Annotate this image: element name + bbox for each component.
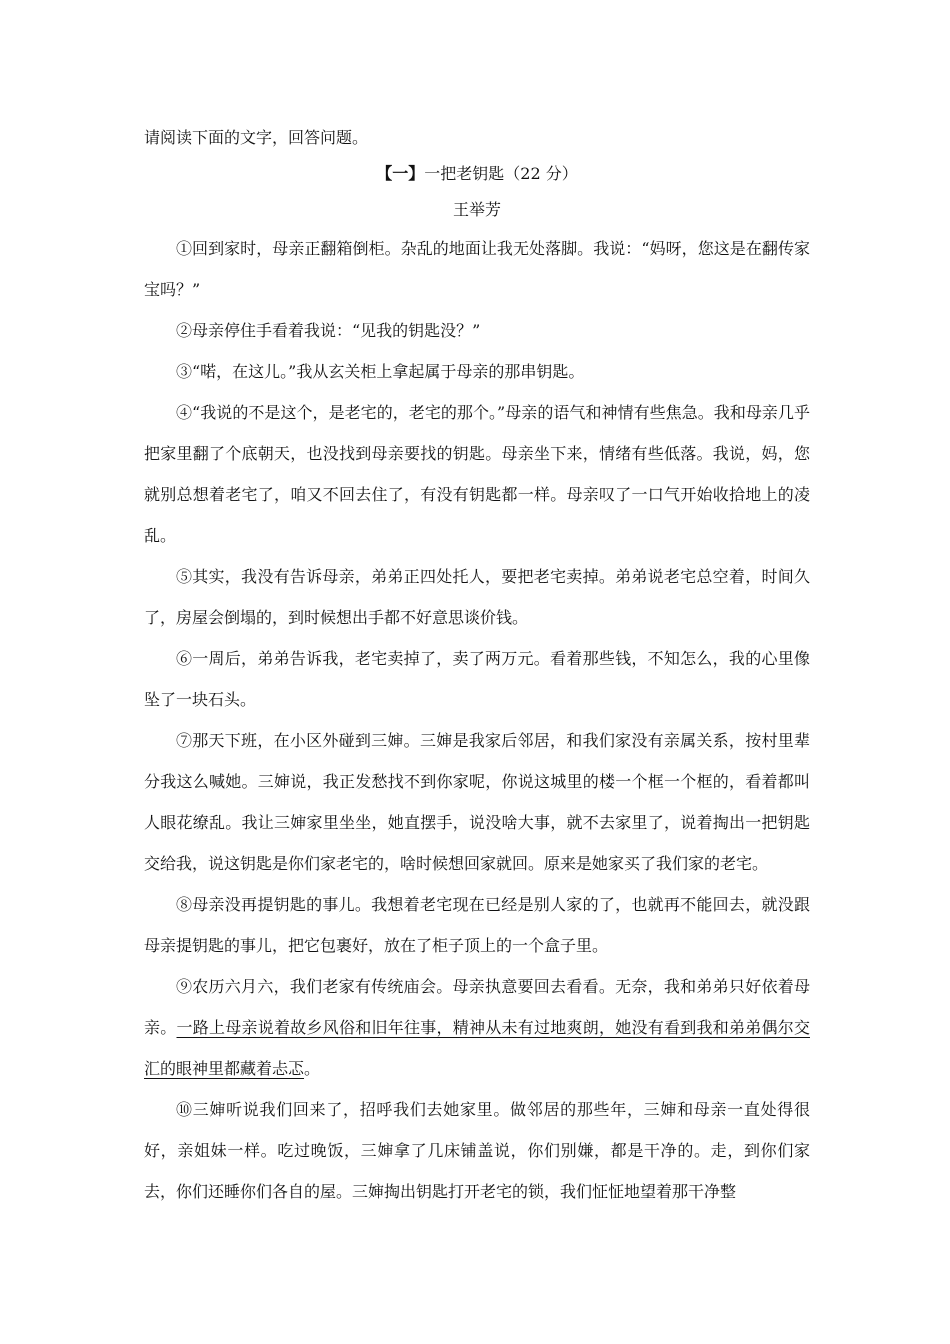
paragraph-3: ③“喏，在这儿。”我从玄关柜上拿起属于母亲的那串钥匙。 [176,362,585,381]
underlined-sentence: 一路上母亲说着故乡风俗和旧年往事，精神从未有过地爽朗，她没有看到我和弟弟偶尔交汇的眼神里都藏着忐忑 [144,1018,810,1078]
title-text: 一把老钥匙（22 分） [424,164,578,183]
paragraph-8: ⑧母亲没再提钥匙的事儿。我想着老宅现在已经是别人家的了，也就再不能回去，就没跟母亲提钥匙的事儿，把它包裹好，放在了柜子顶上的一个盒子里。 [144,895,810,955]
paragraph-5: ⑤其实，我没有告诉母亲，弟弟正四处托人，要把老宅卖掉。弟弟说老宅总空着，时间久了，房屋会倒塌的，到时候想出手都不好意思谈价钱。 [144,567,810,627]
paragraph-9-tail: 。 [304,1059,321,1078]
paragraph-7: ⑦那天下班，在小区外碰到三婶。三婶是我家后邻居，和我们家没有亲属关系，按村里辈分我这么喊她。三婶说，我正发愁找不到你家呢，你说这城里的楼一个框一个框的，看着都叫人眼花缭乱。我让三婶家里坐坐，她直摆手，说没啥大事，就不去家里了，说着掏出一把钥匙交给我，说这钥匙是你们家老宅的，啥时候想回家就回。原来是她家买了我们家的老宅。 [144,731,810,873]
document-page [144,120,810,1212]
paragraph-1: ①回到家时，母亲正翻箱倒柜。杂乱的地面让我无处落脚。我说：“妈呀，您这是在翻传家宝吗？” [144,239,810,299]
paragraph-10: ⑩三婶听说我们回来了，招呼我们去她家里。做邻居的那些年，三婶和母亲一直处得很好，亲姐妹一样。吃过晚饭，三婶拿了几床铺盖说，你们别嫌，都是干净的。走，到你们家去，你们还睡你们各自的屋。三婶掏出钥匙打开老宅的锁，我们怔怔地望着那干净整 [144,1100,810,1201]
instruction-text: 请阅读下面的文字，回答问题。 [144,128,369,147]
author-name: 王举芳 [452,200,501,219]
paragraph-9-text: ⑨农历六月六，我们老家有传统庙会。母亲执意要回去看看。无奈，我和弟弟只好依着母亲。 [144,977,810,1037]
paragraph-9 [144,966,810,1089]
paragraph-2: ②母亲停住手看着我说：“见我的钥匙没？” [176,321,481,340]
paragraph-6: ⑥一周后，弟弟告诉我，老宅卖掉了，卖了两万元。看着那些钱，不知怎么，我的心里像坠了一块石头。 [144,649,810,709]
paragraph-4: ④“我说的不是这个，是老宅的，老宅的那个。”母亲的语气和神情有些焦急。我和母亲几乎把家里翻了个底朝天，也没找到母亲要找的钥匙。母亲坐下来，情绪有些低落。我说，妈，您就别总想着老宅了，咱又不回去住了，有没有钥匙都一样。母亲叹了一口气开始收拾地上的凌乱。 [144,403,810,545]
passage-title [144,156,810,192]
section-marker: 【一】 [376,164,425,183]
